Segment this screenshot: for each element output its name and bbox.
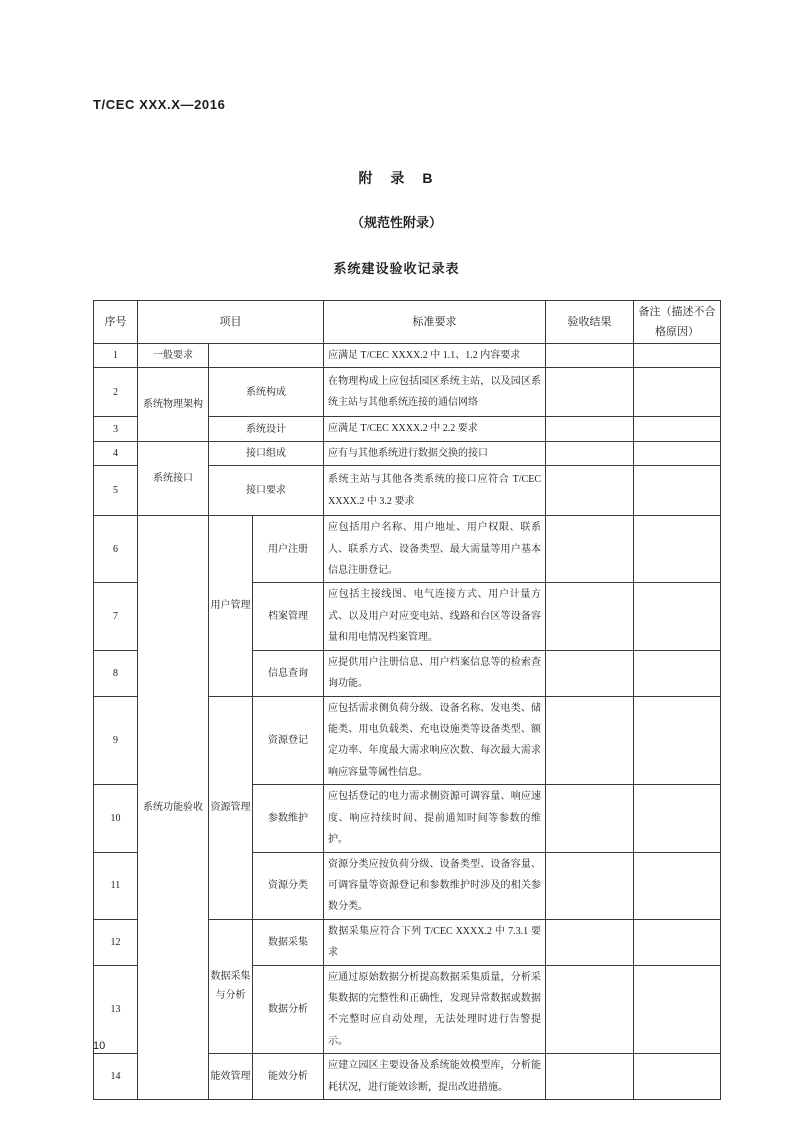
result-cell	[546, 650, 634, 696]
result-cell	[546, 965, 634, 1054]
seq-cell: 1	[94, 344, 138, 368]
appendix-title: 附 录 B	[358, 170, 435, 186]
seq-cell: 11	[94, 852, 138, 919]
item-cell: 资源登记	[253, 696, 324, 785]
item-cell: 资源分类	[253, 852, 324, 919]
seq-cell: 4	[94, 441, 138, 465]
remark-header: 备注（描述不合格原因）	[634, 301, 721, 344]
sub-cell: 接口要求	[209, 466, 324, 516]
remark-cell	[634, 965, 721, 1054]
requirement-cell: 应满足 T/CEC XXXX.2 中 2.2 要求	[324, 417, 546, 441]
result-header: 验收结果	[546, 301, 634, 344]
sub-cell: 资源管理	[209, 696, 253, 919]
result-cell	[546, 417, 634, 441]
seq-cell: 6	[94, 516, 138, 583]
item-cell: 能效分析	[253, 1054, 324, 1100]
item-cell: 数据采集	[253, 919, 324, 965]
remark-cell	[634, 785, 721, 852]
remark-cell	[634, 919, 721, 965]
remark-cell	[634, 344, 721, 368]
requirement-cell: 系统主站与其他各类系统的接口应符合 T/CEC XXXX.2 中 3.2 要求	[324, 466, 546, 516]
result-cell	[546, 516, 634, 583]
remark-cell	[634, 1054, 721, 1100]
requirement-cell: 数据采集应符合下列 T/CEC XXXX.2 中 7.3.1 要求	[324, 919, 546, 965]
sub-cell: 系统设计	[209, 417, 324, 441]
requirement-cell: 应提供用户注册信息、用户档案信息等的检索查询功能。	[324, 650, 546, 696]
result-cell	[546, 583, 634, 650]
seq-cell: 9	[94, 696, 138, 785]
page-number: 10	[93, 1040, 106, 1052]
seq-cell: 14	[94, 1054, 138, 1100]
sub-cell: 接口组成	[209, 441, 324, 465]
remark-cell	[634, 441, 721, 465]
result-cell	[546, 344, 634, 368]
item-cell: 参数维护	[253, 785, 324, 852]
result-cell	[546, 852, 634, 919]
table-row	[94, 344, 721, 368]
item-cell: 用户注册	[253, 516, 324, 583]
seq-cell: 5	[94, 466, 138, 516]
table-row	[94, 516, 721, 583]
header-row	[94, 301, 721, 344]
requirement-cell: 应通过原始数据分析提高数据采集质量，分析采集数据的完整性和正确性，发现异常数据或数据不完整时应自动处理，无法处理时进行告警提示。	[324, 965, 546, 1054]
requirement-cell: 应包括主接线图、电气连接方式、用户计量方式、以及用户对应变电站、线路和台区等设备容量和用电情况档案管理。	[324, 583, 546, 650]
result-cell	[546, 368, 634, 417]
remark-cell	[634, 583, 721, 650]
requirement-cell: 应包括登记的电力需求侧资源可调容量、响应速度、响应持续时间、提前通知时间等参数的维护。	[324, 785, 546, 852]
group-cell: 系统功能验收	[138, 516, 209, 1100]
requirement-cell: 资源分类应按负荷分级、设备类型、设备容量、可调容量等资源登记和参数维护时涉及的相关参数分类。	[324, 852, 546, 919]
result-cell	[546, 1054, 634, 1100]
remark-cell	[634, 852, 721, 919]
result-cell	[546, 785, 634, 852]
seq-cell: 10	[94, 785, 138, 852]
table-title: 系统建设验收记录表	[333, 261, 460, 276]
requirement-cell: 应有与其他系统进行数据交换的接口	[324, 441, 546, 465]
remark-cell	[634, 466, 721, 516]
seq-cell: 2	[94, 368, 138, 417]
seq-cell: 8	[94, 650, 138, 696]
project-header: 项目	[138, 301, 324, 344]
result-cell	[546, 919, 634, 965]
requirement-cell: 应包括需求侧负荷分级、设备名称、发电类、储能类、用电负载类、充电设施类等设备类型、额定功率、年度最大需求响应次数、每次最大需求响应容量等属性信息。	[324, 696, 546, 785]
group-cell: 系统接口	[138, 441, 209, 515]
requirement-cell: 应建立园区主要设备及系统能效模型库，分析能耗状况，进行能效诊断，提出改进措施。	[324, 1054, 546, 1100]
sub-cell: 能效管理	[209, 1054, 253, 1100]
sub-cell	[209, 344, 324, 368]
requirement-cell: 应包括用户名称、用户地址、用户权限、联系人、联系方式、设备类型、最大需量等用户基本信息注册登记。	[324, 516, 546, 583]
table-row	[94, 441, 721, 465]
seq-cell: 13	[94, 965, 138, 1054]
group-cell: 一般要求	[138, 344, 209, 368]
sub-cell: 用户管理	[209, 516, 253, 696]
seq-cell: 12	[94, 919, 138, 965]
remark-cell	[634, 417, 721, 441]
group-cell: 系统物理架构	[138, 368, 209, 441]
item-cell: 信息查询	[253, 650, 324, 696]
appendix-type-title: （规范性附录）	[350, 215, 442, 230]
requirement-cell: 在物理构成上应包括园区系统主站，以及园区系统主站与其他系统连接的通信网络	[324, 368, 546, 417]
table-row	[94, 368, 721, 417]
item-cell: 档案管理	[253, 583, 324, 650]
item-cell: 数据分析	[253, 965, 324, 1054]
result-cell	[546, 466, 634, 516]
remark-cell	[634, 696, 721, 785]
remark-cell	[634, 650, 721, 696]
remark-cell	[634, 516, 721, 583]
seq-cell: 7	[94, 583, 138, 650]
remark-cell	[634, 368, 721, 417]
doc-code: T/CEC XXX.X—2016	[93, 97, 226, 112]
result-cell	[546, 696, 634, 785]
seq-cell: 3	[94, 417, 138, 441]
result-cell	[546, 441, 634, 465]
acceptance-record-table	[93, 300, 721, 1100]
seq-header: 序号	[94, 301, 138, 344]
sub-cell: 系统构成	[209, 368, 324, 417]
requirement-cell: 应满足 T/CEC XXXX.2 中 1.1、1.2 内容要求	[324, 344, 546, 368]
sub-cell: 数据采集与分析	[209, 919, 253, 1053]
standard-header: 标准要求	[324, 301, 546, 344]
